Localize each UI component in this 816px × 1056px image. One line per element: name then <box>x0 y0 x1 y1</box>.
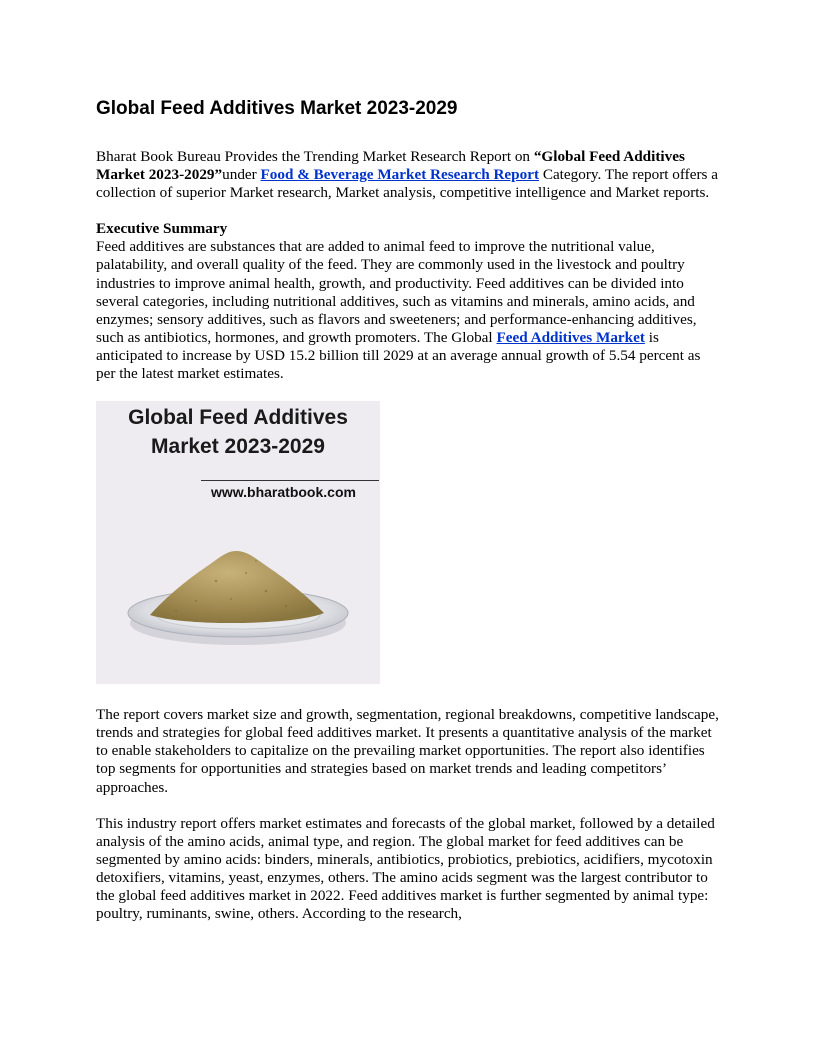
intro-text-1: Bharat Book Bureau Provides the Trending Market Research Report on <box>96 148 534 165</box>
intro-text-2: under <box>222 166 261 184</box>
report-cover-image <box>96 401 380 684</box>
industry-report-paragraph: This industry report offers market estimates and forecasts of the global market, followed by a detailed analysis of the amino acids, animal type, and region. The global market for feed additives can be segmented by amino acids: binders, minerals, antibiotics, probiotics, prebiotics, acidifiers, mycotoxin detoxifiers, vitamins, yeast, enzymes, others. The amino acids segment was the largest contributor to the global feed additives market in 2022. Feed additives market is further segmented by animal type: poultry, ruminants, swine, others. According to the research, <box>96 814 715 923</box>
image-title-line-2: Market 2023-2029 <box>151 435 325 459</box>
food-beverage-report-link[interactable]: Food & Beverage Market Research Report <box>260 166 540 184</box>
executive-summary-heading: Executive Summary <box>96 220 228 238</box>
page-title: Global Feed Additives Market 2023-2029 <box>96 98 458 119</box>
image-title-line-1: Global Feed Additives <box>128 406 348 430</box>
intro-text-3: Category. The report offers a collection of superior Market research, Market analysis, competitive intelligence and Market reports. <box>96 166 718 202</box>
image-website-url: www.bharatbook.com <box>211 484 356 501</box>
image-divider <box>201 480 379 481</box>
executive-summary-paragraph <box>96 220 722 383</box>
report-coverage-paragraph: The report covers market size and growth, segmentation, regional breakdowns, competitive landscape, trends and strategies for global feed additives market. It presents a quantitative analysis of the market to enable stakeholders to capitalize on the prevailing market opportunities. The report also identifies top segments for opportunities and strategies based on market trends and leading competitors’ approaches. <box>96 706 719 796</box>
feed-additives-market-link[interactable]: Feed Additives Market <box>496 328 645 346</box>
executive-text-1: Feed additives are substances that are added to animal feed to improve the nutritional value, palatability, and overall quality of the feed. They are commonly used in the livestock and poultry industries to improve animal health, growth, and productivity. Feed additives can be divided into several categories, including nutritional additives, such as vitamins and minerals, amino acids, and enzymes; sensory additives, such as flavors and sweeteners; and performance-enhancing additives, such as antibiotics, hormones, and growth promoters. The Global <box>96 238 697 346</box>
image-title <box>96 403 380 461</box>
executive-text-2: is anticipated to increase by USD 15.2 billion till 2029 at an average annual growth of 5.54 percent as per the latest market estimates. <box>96 328 701 383</box>
intro-paragraph <box>96 148 722 202</box>
document-page <box>96 96 722 923</box>
intro-report-title: “Global Feed Additives Market 2023-2029” <box>96 148 685 184</box>
powder-pile <box>150 551 324 623</box>
